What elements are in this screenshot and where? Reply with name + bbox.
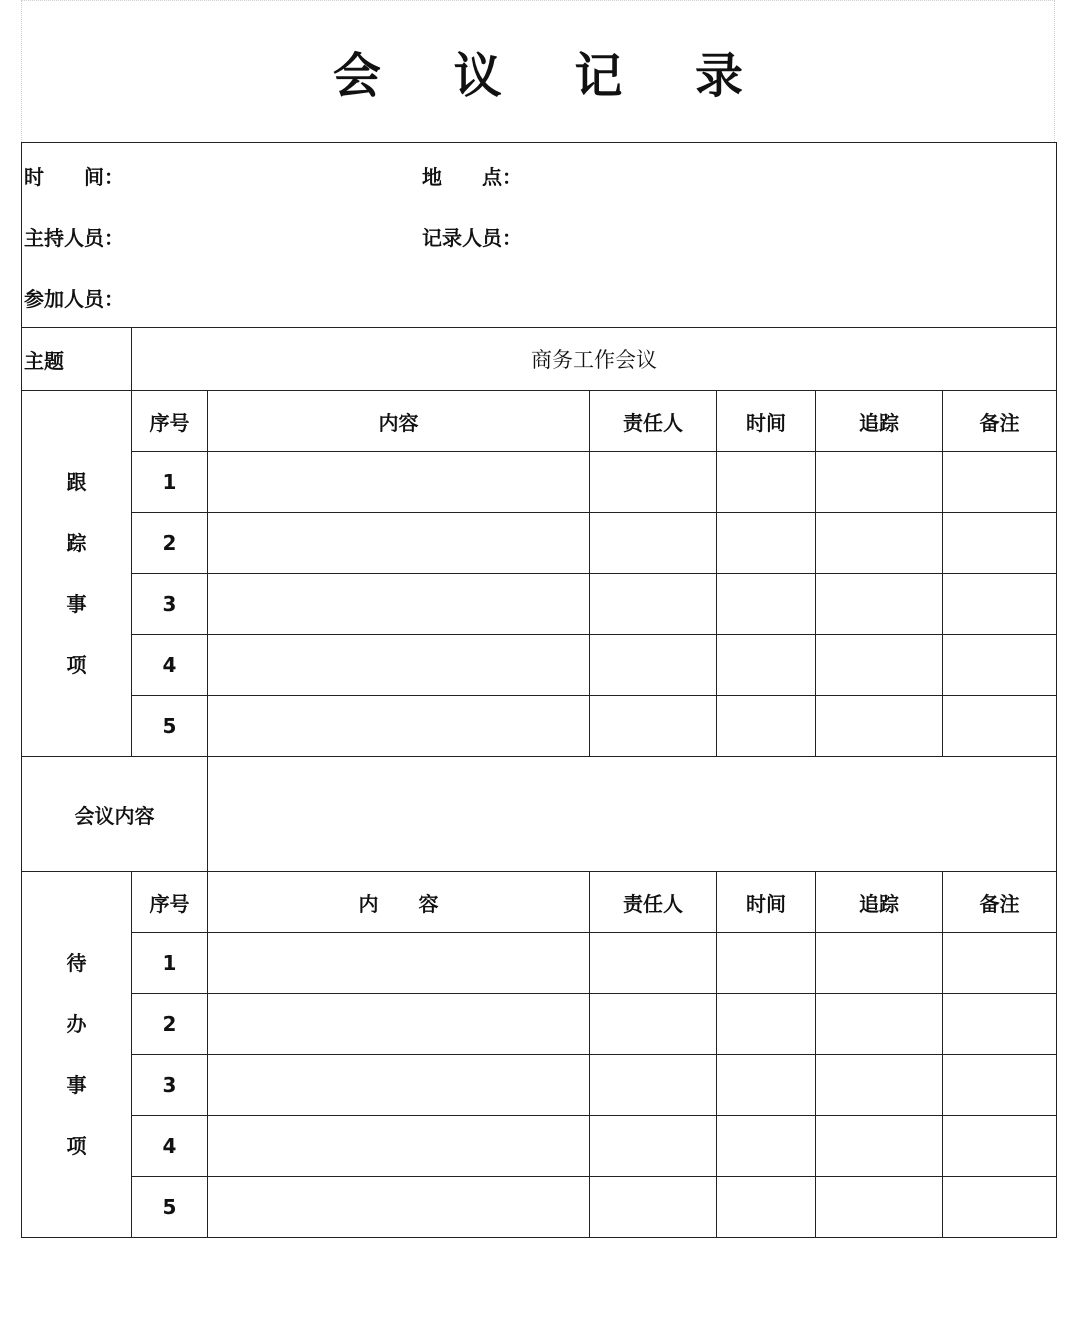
- owner-cell[interactable]: [590, 635, 717, 696]
- table-row: [22, 1177, 1057, 1238]
- row-number: 4: [132, 635, 208, 696]
- tracking-header-no: 序号: [132, 391, 208, 452]
- track-cell[interactable]: [816, 696, 943, 757]
- row-number: 3: [132, 574, 208, 635]
- time-cell[interactable]: [717, 1055, 816, 1116]
- time-cell[interactable]: [717, 635, 816, 696]
- content-cell[interactable]: [208, 574, 590, 635]
- owner-cell[interactable]: [590, 1055, 717, 1116]
- owner-cell[interactable]: [590, 696, 717, 757]
- row-number: 2: [132, 513, 208, 574]
- content-cell[interactable]: [208, 1055, 590, 1116]
- todo-header-owner: 责任人: [590, 872, 717, 933]
- tracking-header-time: 时间: [717, 391, 816, 452]
- content-cell[interactable]: [208, 452, 590, 513]
- owner-cell[interactable]: [590, 933, 717, 994]
- remark-cell[interactable]: [943, 574, 1057, 635]
- time-label: 时 间：: [24, 165, 124, 189]
- remark-cell[interactable]: [943, 1116, 1057, 1177]
- subject-value: 商务工作会议: [132, 328, 1057, 391]
- content-cell[interactable]: [208, 1177, 590, 1238]
- todo-side-char: 办: [66, 1011, 87, 1036]
- time-cell[interactable]: [717, 452, 816, 513]
- track-cell[interactable]: [816, 1177, 943, 1238]
- remark-cell[interactable]: [943, 513, 1057, 574]
- track-cell[interactable]: [816, 452, 943, 513]
- table-row: [22, 994, 1057, 1055]
- content-cell[interactable]: [208, 994, 590, 1055]
- row-number: 2: [132, 994, 208, 1055]
- time-cell[interactable]: [717, 994, 816, 1055]
- track-cell[interactable]: [816, 635, 943, 696]
- tracking-side-char: 踪: [66, 530, 87, 555]
- content-cell[interactable]: [208, 933, 590, 994]
- todo-header-content: 内 容: [208, 872, 590, 933]
- owner-cell[interactable]: [590, 574, 717, 635]
- todo-header-no: 序号: [132, 872, 208, 933]
- content-cell[interactable]: [208, 696, 590, 757]
- track-cell[interactable]: [816, 574, 943, 635]
- owner-cell[interactable]: [590, 1177, 717, 1238]
- table-row: [22, 635, 1057, 696]
- tracking-side-char: 事: [66, 591, 87, 616]
- track-cell[interactable]: [816, 933, 943, 994]
- recorder-label: 记录人员：: [422, 226, 522, 250]
- track-cell[interactable]: [816, 513, 943, 574]
- meeting-content-field[interactable]: [208, 757, 1057, 872]
- todo-header-remark: 备注: [943, 872, 1057, 933]
- row-number: 3: [132, 1055, 208, 1116]
- track-cell[interactable]: [816, 1055, 943, 1116]
- track-cell[interactable]: [816, 994, 943, 1055]
- remark-cell[interactable]: [943, 1055, 1057, 1116]
- time-cell[interactable]: [717, 933, 816, 994]
- table-row: [22, 513, 1057, 574]
- time-cell[interactable]: [717, 1177, 816, 1238]
- host-label: 主持人员：: [24, 226, 124, 250]
- document-title: 会 议 记 录: [332, 48, 772, 104]
- todo-header-time: 时间: [717, 872, 816, 933]
- owner-cell[interactable]: [590, 994, 717, 1055]
- time-cell[interactable]: [717, 1116, 816, 1177]
- remark-cell[interactable]: [943, 635, 1057, 696]
- row-number: 5: [132, 1177, 208, 1238]
- remark-cell[interactable]: [943, 994, 1057, 1055]
- meeting-record-form: [21, 142, 1057, 1238]
- content-cell[interactable]: [208, 513, 590, 574]
- row-number: 5: [132, 696, 208, 757]
- attendees-label: 参加人员：: [24, 287, 124, 311]
- tracking-side-char: 项: [66, 652, 87, 677]
- todo-side-char: 待: [66, 950, 87, 975]
- meeting-content-label: 会议内容: [22, 757, 208, 872]
- remark-cell[interactable]: [943, 452, 1057, 513]
- table-row: [22, 933, 1057, 994]
- time-cell[interactable]: [717, 574, 816, 635]
- todo-side-char: 项: [66, 1133, 87, 1158]
- content-cell[interactable]: [208, 635, 590, 696]
- table-row: [22, 574, 1057, 635]
- time-cell[interactable]: [717, 513, 816, 574]
- table-row: [22, 452, 1057, 513]
- content-cell[interactable]: [208, 1116, 590, 1177]
- tracking-header-content: 内容: [208, 391, 590, 452]
- remark-cell[interactable]: [943, 1177, 1057, 1238]
- owner-cell[interactable]: [590, 513, 717, 574]
- row-number: 1: [132, 452, 208, 513]
- owner-cell[interactable]: [590, 1116, 717, 1177]
- subject-label: 主题: [22, 328, 132, 391]
- track-cell[interactable]: [816, 1116, 943, 1177]
- info-block: [22, 143, 1057, 328]
- table-row: [22, 1116, 1057, 1177]
- row-number: 1: [132, 933, 208, 994]
- owner-cell[interactable]: [590, 452, 717, 513]
- row-number: 4: [132, 1116, 208, 1177]
- tracking-side-char: 跟: [66, 469, 87, 494]
- todo-side-label: [22, 872, 132, 1238]
- todo-header-track: 追踪: [816, 872, 943, 933]
- table-row: [22, 696, 1057, 757]
- tracking-header-track: 追踪: [816, 391, 943, 452]
- table-row: [22, 1055, 1057, 1116]
- remark-cell[interactable]: [943, 696, 1057, 757]
- todo-side-char: 事: [66, 1072, 87, 1097]
- tracking-header-owner: 责任人: [590, 391, 717, 452]
- tracking-side-label: [22, 391, 132, 757]
- remark-cell[interactable]: [943, 933, 1057, 994]
- place-label: 地 点：: [422, 165, 522, 189]
- tracking-header-remark: 备注: [943, 391, 1057, 452]
- time-cell[interactable]: [717, 696, 816, 757]
